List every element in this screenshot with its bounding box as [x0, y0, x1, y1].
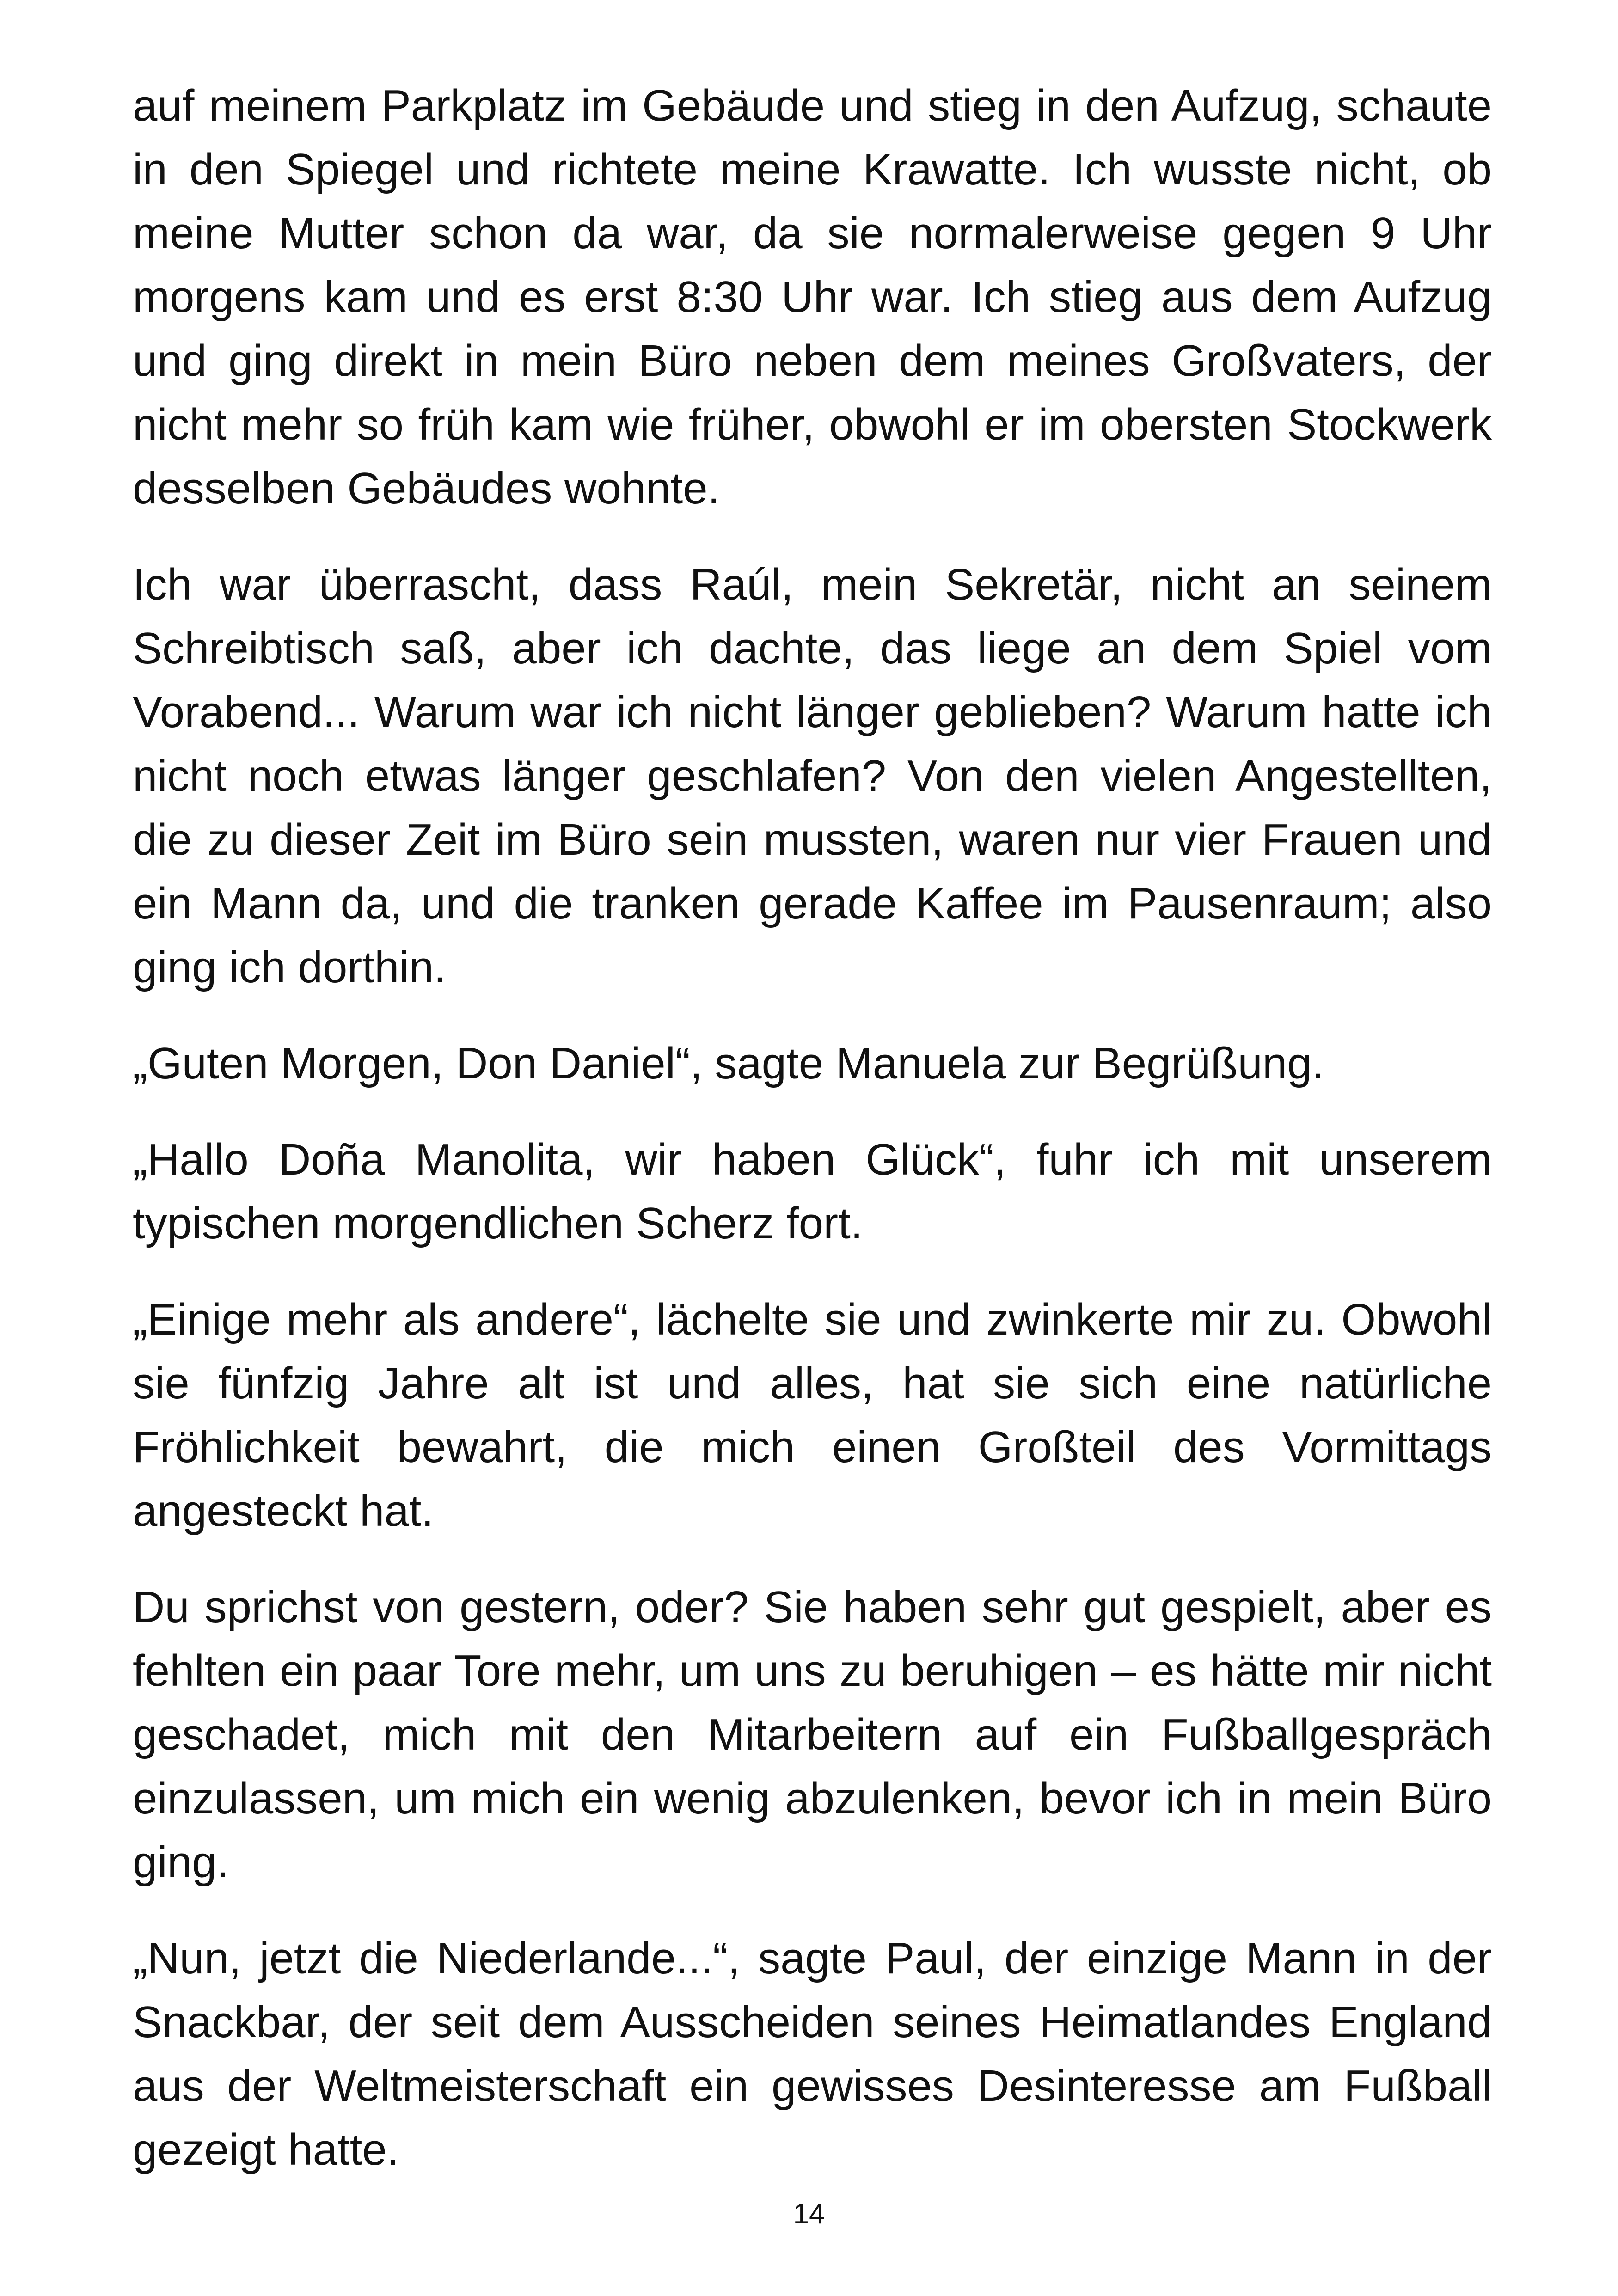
- paragraph-4: „Hallo Doña Manolita, wir haben Glück“, fuhr ich mit unserem typischen morgendlichen Scherz fort.: [133, 1135, 1492, 1248]
- paragraph-2: Ich war überrascht, dass Raúl, mein Sekretär, nicht an seinem Schreibtisch saß, aber ich dachte, das liege an dem Spiel vom Vorabend... Warum war ich nicht länger geblieben? Warum hatte ich nicht noch etwas länger geschlafen? Von den vielen Angestellten, die zu dieser Zeit im Büro sein mussten, waren nur vier Frauen und ein Mann da, und die tranken gerade Kaffee im Pausenraum; also ging ich dorthin.: [133, 560, 1492, 992]
- paragraph-6: Du sprichst von gestern, oder? Sie haben sehr gut gespielt, aber es fehlten ein paar Tore mehr, um uns zu beruhigen – es hätte mir nicht geschadet, mich mit den Mitarbeitern auf ein Fußballgespräch einzulassen, um mich ein wenig abzulenken, bevor ich in mein Büro ging.: [133, 1582, 1492, 1887]
- page-number: 14: [793, 2198, 825, 2230]
- paragraph-1: auf meinem Parkplatz im Gebäude und stieg in den Aufzug, schaute in den Spiegel und richtete meine Krawatte. Ich wusste nicht, ob meine Mutter schon da war, da sie normalerweise gegen 9 Uhr morgens kam und es erst 8:30 Uhr war. Ich stieg aus dem Aufzug und ging direkt in mein Büro neben dem meines Großvaters, der nicht mehr so früh kam wie früher, obwohl er im obersten Stockwerk desselben Gebäudes wohnte.: [133, 81, 1492, 513]
- paragraph-3: „Guten Morgen, Don Daniel“, sagte Manuela zur Begrüßung.: [133, 1039, 1324, 1088]
- page-body: [133, 74, 1492, 2214]
- paragraph-5: „Einige mehr als andere“, lächelte sie und zwinkerte mir zu. Obwohl sie fünfzig Jahre alt ist und alles, hat sie sich eine natürliche Fröhlichkeit bewahrt, die mich einen Großteil des Vormittags angesteckt hat.: [133, 1295, 1492, 1536]
- paragraph-7: „Nun, jetzt die Niederlande...“, sagte Paul, der einzige Mann in der Snackbar, der seit dem Ausscheiden seines Heimatlandes England aus der Weltmeisterschaft ein gewisses Desinteresse am Fußball gezeigt hatte.: [133, 1934, 1492, 2174]
